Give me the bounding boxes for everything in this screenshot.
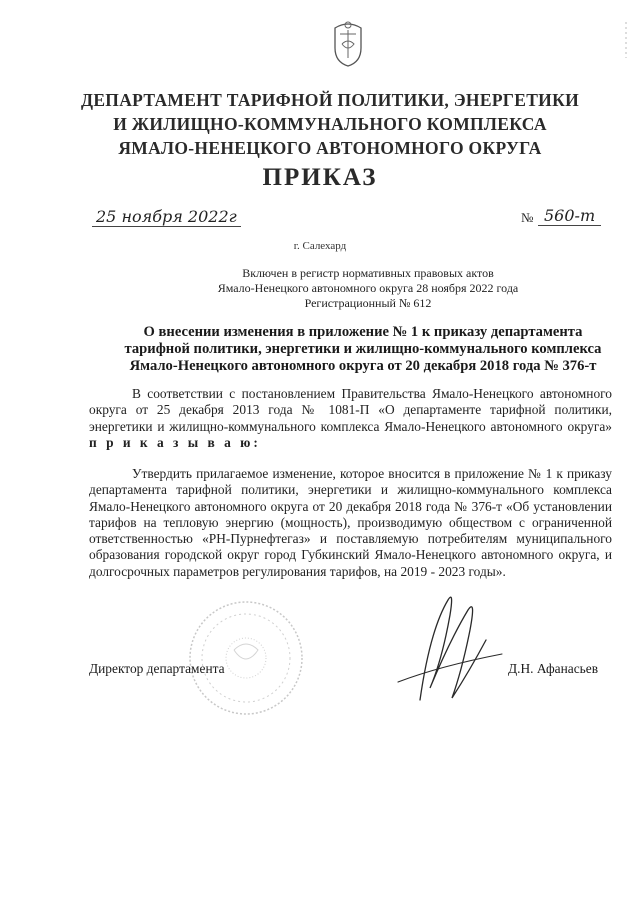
scan-edge-mark: [622, 20, 630, 60]
order-number-handwritten: 560-т: [538, 206, 601, 226]
order-number-label: №: [521, 210, 534, 225]
subject-line-2: тарифной политики, энергетики и жилищно-коммунального комплекса: [124, 341, 602, 357]
subject-line-3: Ямало-Ненецкого автономного округа от 20 декабря 2018 года № 376-т: [129, 358, 597, 374]
preamble-paragraph: [89, 386, 612, 451]
director-signature: [390, 570, 510, 720]
order-subject: [88, 324, 638, 375]
official-seal-stamp: [186, 598, 306, 718]
coat-of-arms-emblem: [331, 18, 365, 68]
subject-line-1: О внесении изменения в приложение № 1 к приказу департамента: [143, 324, 583, 340]
department-header: [60, 88, 600, 160]
header-line-3: ЯМАЛО-НЕНЕЦКОГО АВТОНОМНОГО ОКРУГА: [118, 138, 542, 158]
header-line-1: ДЕПАРТАМЕНТ ТАРИФНОЙ ПОЛИТИКИ, ЭНЕРГЕТИКИ: [80, 90, 579, 110]
preamble-text: В соответствии с постановлением Правительства Ямало-Ненецкого автономного округа от 25 декабря 2013 года № 1081-П «О департаменте тарифной политики, энергетики и жилищно-коммунального комплекса Ямало-Ненецкого автономного округа»: [89, 386, 612, 434]
city-line: г. Салехард: [293, 240, 347, 252]
registry-line-2: Ямало-Ненецкого автономного округа 28 ноября 2022 года: [217, 281, 519, 295]
operative-paragraph: Утвердить прилагаемое изменение, которое вносится в приложение № 1 к приказу департамента тарифной политики, энергетики и жилищно-коммунального комплекса Ямало-Ненецкого автономного округа от 20 декабря 2018 года № 376-т «Об установлении тарифов на тепловую энергию (мощность), производимую обществом с ограниченной ответственностью «РН-Пурнефтегаз» и поставляемую потребителям муниципального образования городской округ город Губкинский Ямало-Ненецкого автономного округа, и долгосрочных параметров регулирования тарифов, на 2019 - 2023 годы».: [89, 466, 612, 579]
document-type-title: ПРИКАЗ: [262, 164, 378, 191]
order-verb: п р и к а з ы в а ю:: [89, 434, 261, 450]
registry-line-3: Регистрационный № 612: [304, 296, 432, 310]
order-date-handwritten: 25 ноября 2022г: [92, 207, 241, 227]
header-line-2: И ЖИЛИЩНО-КОММУНАЛЬНОГО КОМПЛЕКСА: [113, 114, 547, 134]
signatory-name: Д.Н. Афанасьев: [508, 661, 599, 676]
signatory-title: Директор департамента: [89, 661, 225, 676]
registry-note: [188, 266, 548, 311]
registry-line-1: Включен в регистр нормативных правовых актов: [242, 266, 494, 280]
